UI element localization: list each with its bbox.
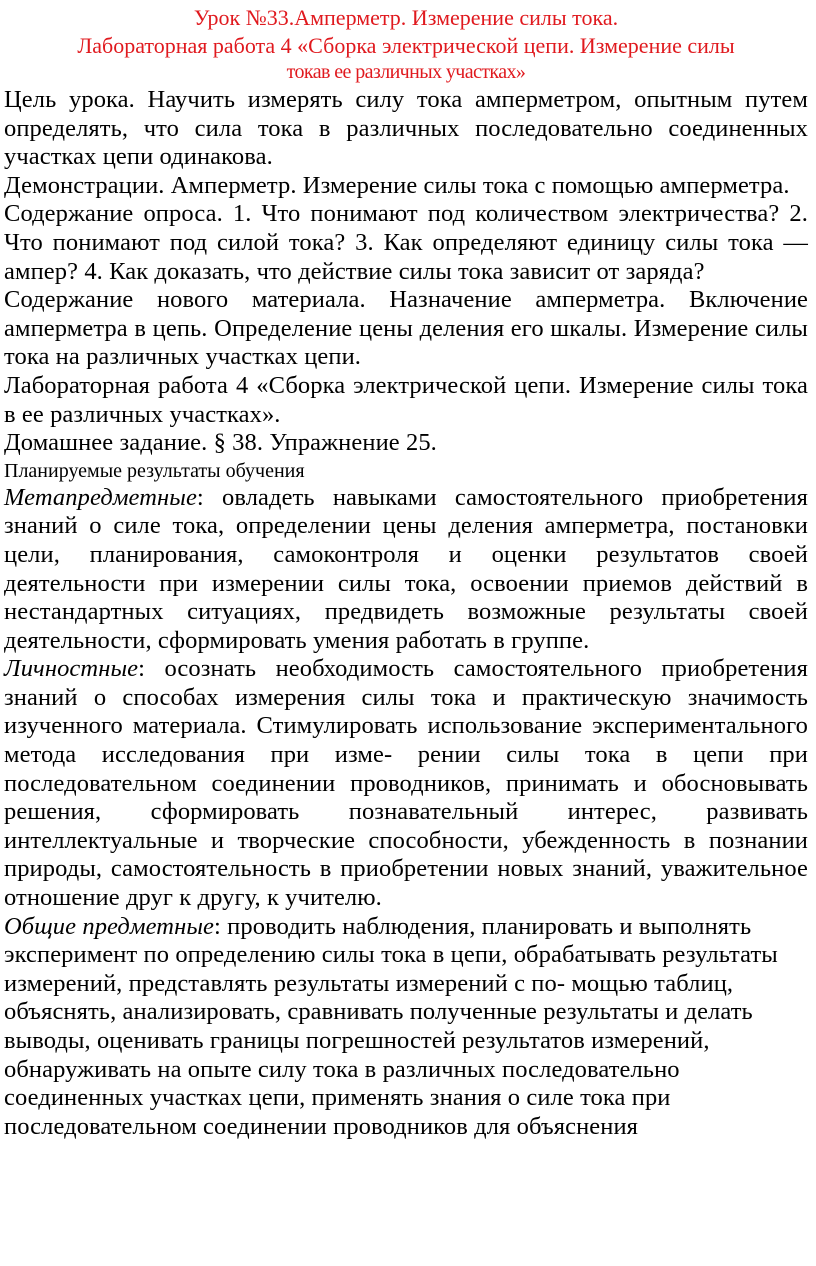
lesson-title: Урок №33.Амперметр. Измерение силы тока. (193, 5, 619, 30)
meta-results (4, 484, 808, 656)
general-results-text: : проводить наблюдения, планировать и выполнять эксперимент по определению силы тока в цепи, обрабатывать результаты измерений, представлять результаты измерений с по- мощью таблиц, объяснять, анализировать, сравнивать полученные результаты и делать выводы, оценивать границы погрешностей результатов измерений, обнаруживать на опыте силу тока в различных последовательно соединенных участках цепи, применять знания о силе тока при последовательном соединении проводников для объяснения (4, 912, 778, 1140)
lab-work: Лабораторная работа 4 «Сборка электрической цепи. Измерение силы тока в ее различных участках». (4, 371, 808, 428)
planned-results-heading: Планируемые результаты обучения (4, 459, 305, 482)
homework: Домашнее задание. § 38. Упражнение 25. (4, 429, 437, 457)
demonstrations: Демонстрации. Амперметр. Измерение силы тока с помощью амперметра. (4, 171, 790, 199)
lab-title-continuation: токав ее различных участках» (286, 61, 526, 83)
personal-results-label: Личностные (4, 655, 139, 683)
general-results (4, 913, 808, 1142)
meta-results-label: Метапредметные (4, 483, 197, 511)
personal-results (4, 655, 808, 912)
lesson-goal: Цель урока. Научить измерять силу тока амперметром, опытным путем определять, что сила тока в различных последовательно соединенных участках цепи одинакова. (4, 86, 808, 171)
lab-title: Лабораторная работа 4 «Сборка электрической цепи. Измерение силы (77, 33, 735, 58)
new-material: Содержание нового материала. Назначение амперметра. Включение амперметра в цепь. Определение цены деления его шкалы. Измерение силы тока на различных участках цепи. (4, 286, 808, 371)
general-results-label: Общие предметные (4, 912, 215, 940)
personal-results-text: : осознать необходимость самостоятельного приобретения знаний о способах измерения силы тока и практическую значимость изученного материала. Стимулировать использование экспериментального метода исследования при изме- рении силы тока в цепи при последовательном соединении проводников, принимать и обосновывать решения, сформировать познавательный интерес, развивать интеллектуальные и творческие способности, убежденность в познании природы, самостоятельность в приобретении новых знаний, уважительное отношение друг к другу, к учителю. (4, 655, 808, 912)
survey-content: Содержание опроса. 1. Что понимают под количеством электричества? 2. Что понимают под силой тока? 3. Как определяют единицу силы тока — ампер? 4. Как доказать, что действие силы тока зависит от заряда? (4, 200, 808, 285)
meta-results-text: : овладеть навыками самостоятельного приобретения знаний о силе тока, определении цены деления амперметра, постановки цели, планирования, самоконтроля и оценки результатов своей деятельности при измерении силы тока, освоении приемов действий в нестандартных ситуациях, предвидеть возможные результаты своей деятельности, сформировать умения работать в группе. (4, 483, 808, 654)
